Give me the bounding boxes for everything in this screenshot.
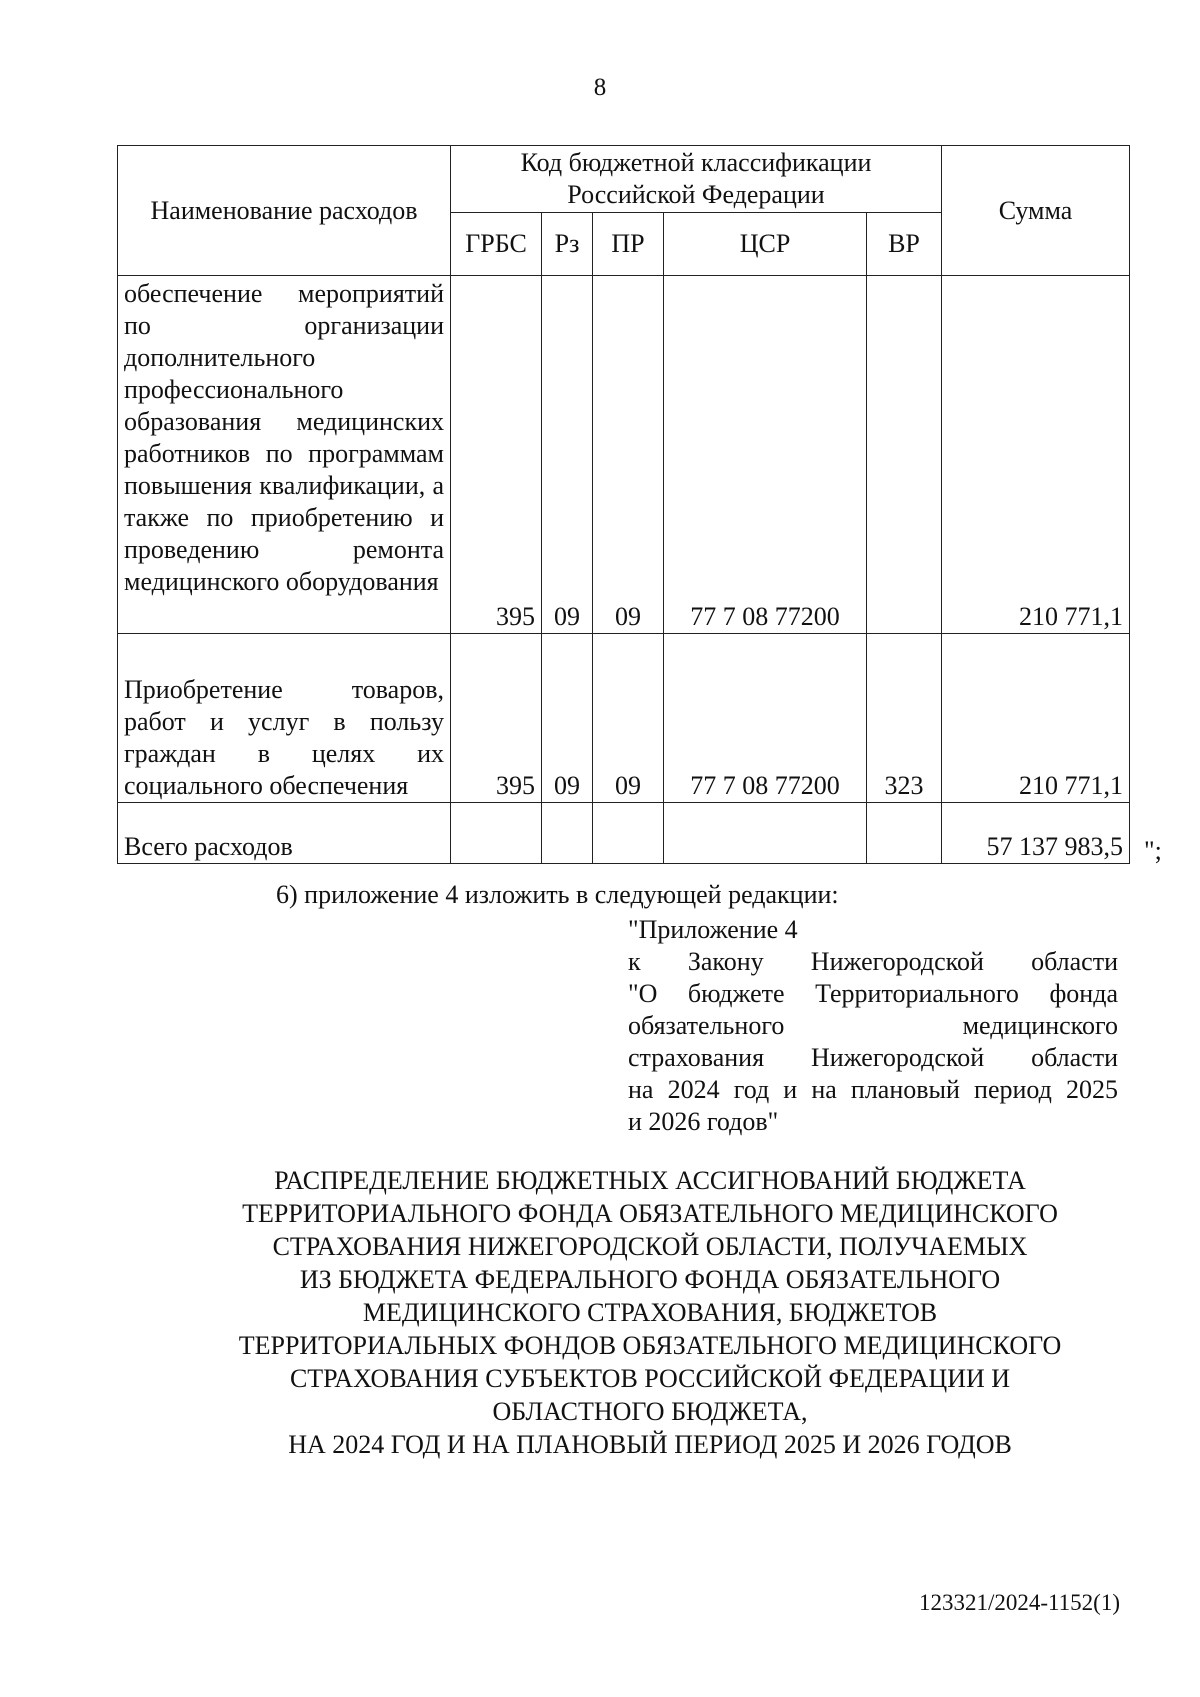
header-vr: ВР xyxy=(867,213,942,276)
title-line: ИЗ БЮДЖЕТА ФЕДЕРАЛЬНОГО ФОНДА ОБЯЗАТЕЛЬНОГО xyxy=(299,1265,1001,1294)
appendix-ref-line: на 2024 год и на плановый период 2025 xyxy=(628,1075,1118,1104)
row-vr xyxy=(867,803,942,864)
appendix-ref-line: обязательного медицинского xyxy=(628,1011,1118,1040)
row-grbs xyxy=(451,803,542,864)
appendix-ref-line: и 2026 годов" xyxy=(628,1107,779,1136)
row-name: обеспечение мероприятий по организации дополнительного профессионального образования медицинских работников по программам повышения квалификации, а также по приобретению и проведению ремонта медицинского оборудования xyxy=(118,276,451,634)
document-title xyxy=(150,1164,1150,1461)
row-grbs: 395 xyxy=(451,276,542,634)
appendix-ref-line: "Приложение 4 xyxy=(628,915,798,944)
row-name: Всего расходов xyxy=(118,803,451,864)
row-pr: 09 xyxy=(593,634,664,803)
row-vr xyxy=(867,276,942,634)
header-rz: Рз xyxy=(542,213,593,276)
title-line: НА 2024 ГОД И НА ПЛАНОВЫЙ ПЕРИОД 2025 И 2026 ГОДОВ xyxy=(288,1430,1012,1459)
title-line: ОБЛАСТНОГО БЮДЖЕТА, xyxy=(492,1397,808,1426)
appendix-ref-line: "О бюджете Территориального фонда xyxy=(628,979,1118,1008)
row-rz: 09 xyxy=(542,634,593,803)
title-line: СТРАХОВАНИЯ НИЖЕГОРОДСКОЙ ОБЛАСТИ, ПОЛУЧАЕМЫХ xyxy=(272,1232,1028,1261)
row-sum: 210 771,1 xyxy=(942,276,1130,634)
title-line: ТЕРРИТОРИАЛЬНЫХ ФОНДОВ ОБЯЗАТЕЛЬНОГО МЕДИЦИНСКОГО xyxy=(238,1331,1062,1360)
row-rz: 09 xyxy=(542,276,593,634)
page-number: 8 xyxy=(593,74,607,101)
budget-table xyxy=(117,145,1130,864)
title-line: МЕДИЦИНСКОГО СТРАХОВАНИЯ, БЮДЖЕТОВ xyxy=(362,1298,938,1327)
appendix-ref-line: страхования Нижегородской области xyxy=(628,1043,1118,1072)
row-rz xyxy=(542,803,593,864)
table-row xyxy=(118,634,1130,803)
title-line: СТРАХОВАНИЯ СУБЪЕКТОВ РОССИЙСКОЙ ФЕДЕРАЦИИ И xyxy=(289,1364,1011,1393)
row-csr: 77 7 08 77200 xyxy=(664,276,867,634)
row-vr: 323 xyxy=(867,634,942,803)
header-code-group: Код бюджетной классификации Российской Федерации xyxy=(451,146,942,213)
row-grbs: 395 xyxy=(451,634,542,803)
amendment-instruction: 6) приложение 4 изложить в следующей редакции: xyxy=(276,880,839,909)
title-line: РАСПРЕДЕЛЕНИЕ БЮДЖЕТНЫХ АССИГНОВАНИЙ БЮДЖЕТА xyxy=(274,1166,1026,1195)
table-row xyxy=(118,276,1130,634)
header-sum: Сумма xyxy=(942,146,1130,276)
row-name: Приобретение товаров, работ и услуг в пользу граждан в целях их социального обеспечения xyxy=(118,634,451,803)
row-sum: 210 771,1 xyxy=(942,634,1130,803)
header-csr: ЦСР xyxy=(664,213,867,276)
row-csr xyxy=(664,803,867,864)
row-pr xyxy=(593,803,664,864)
row-sum-total: 57 137 983,5 xyxy=(942,803,1130,864)
appendix-ref-line: к Закону Нижегородской области xyxy=(628,947,1118,976)
title-line: ТЕРРИТОРИАЛЬНОГО ФОНДА ОБЯЗАТЕЛЬНОГО МЕДИЦИНСКОГО xyxy=(242,1199,1058,1228)
appendix-reference xyxy=(628,914,1118,1138)
header-name: Наименование расходов xyxy=(118,146,451,276)
header-grbs: ГРБС xyxy=(451,213,542,276)
closing-quote-mark: "; xyxy=(1144,836,1162,865)
header-pr: ПР xyxy=(593,213,664,276)
document-id: 123321/2024-1152(1) xyxy=(918,1590,1120,1615)
row-pr: 09 xyxy=(593,276,664,634)
table-row-total xyxy=(118,803,1130,864)
row-csr: 77 7 08 77200 xyxy=(664,634,867,803)
